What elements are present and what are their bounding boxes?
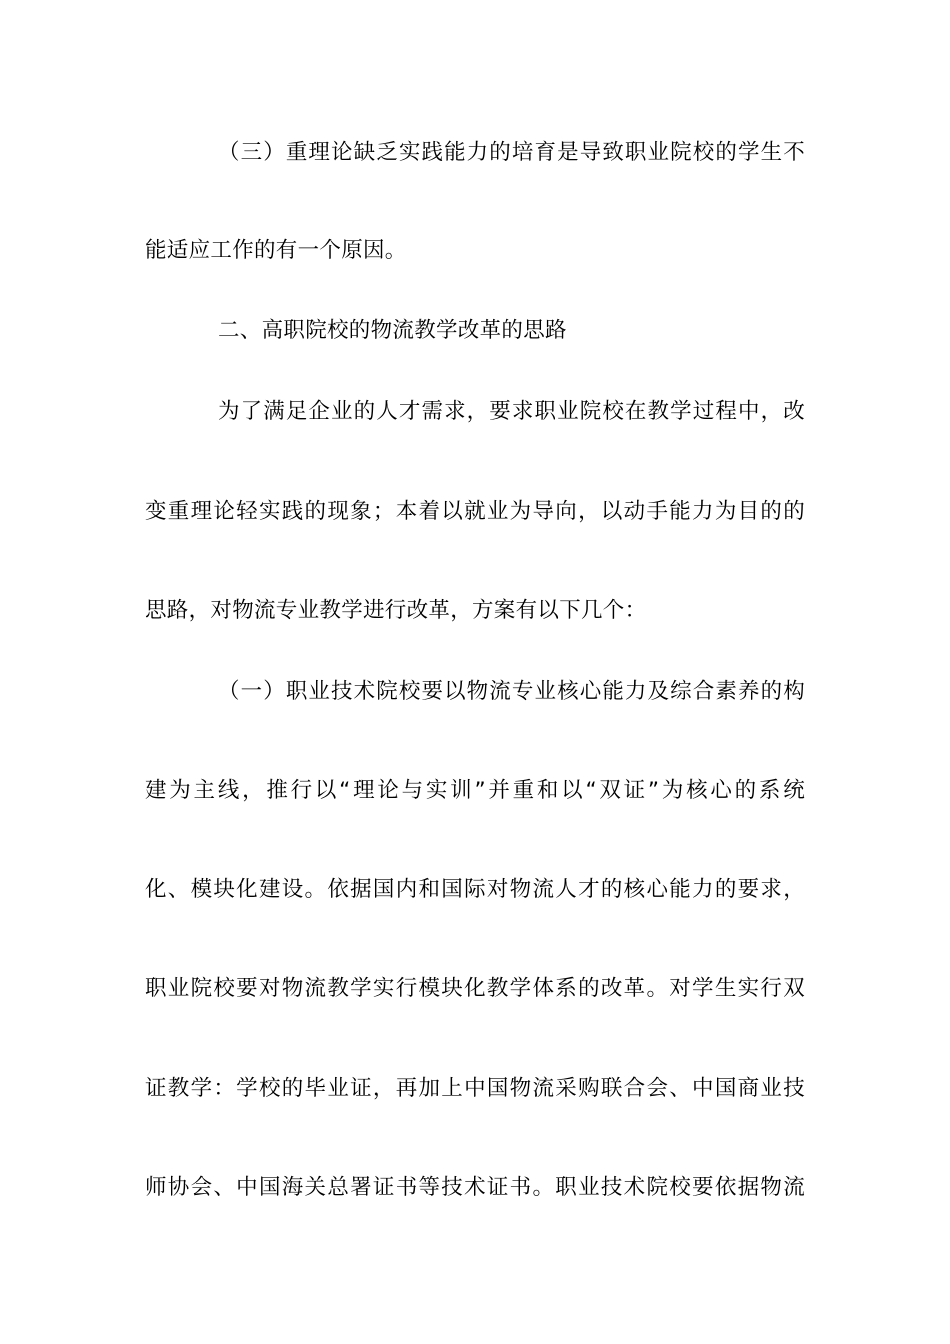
text-line-11: 证教学：学校的毕业证，再加上中国物流采购联合会、中国商业技	[145, 1076, 805, 1101]
text-line-6: 思路，对物流专业教学进行改革，方案有以下几个：	[145, 598, 647, 623]
text-line-12: 师协会、中国海关总署证书等技术证书。职业技术院校要依据物流	[145, 1175, 805, 1200]
text-line-5: 变重理论轻实践的现象；本着以就业为导向，以动手能力为目的的	[145, 499, 805, 524]
text-line-4: 为了满足企业的人才需求，要求职业院校在教学过程中，改	[218, 399, 805, 424]
text-line-7: （一）职业技术院校要以物流专业核心能力及综合素养的构	[218, 679, 805, 704]
text-line-8: 建为主线，推行以“理论与实训”并重和以“双证”为核心的系统	[145, 778, 805, 803]
text-line-9: 化、模块化建设。依据国内和国际对物流人才的核心能力的要求，	[145, 877, 805, 902]
section-heading: 二、高职院校的物流教学改革的思路	[218, 318, 567, 343]
text-line-10: 职业院校要对物流教学实行模块化教学体系的改革。对学生实行双	[145, 976, 805, 1001]
text-line-2: 能适应工作的有一个原因。	[145, 238, 407, 263]
text-line-1: （三）重理论缺乏实践能力的培育是导致职业院校的学生不	[218, 140, 805, 165]
